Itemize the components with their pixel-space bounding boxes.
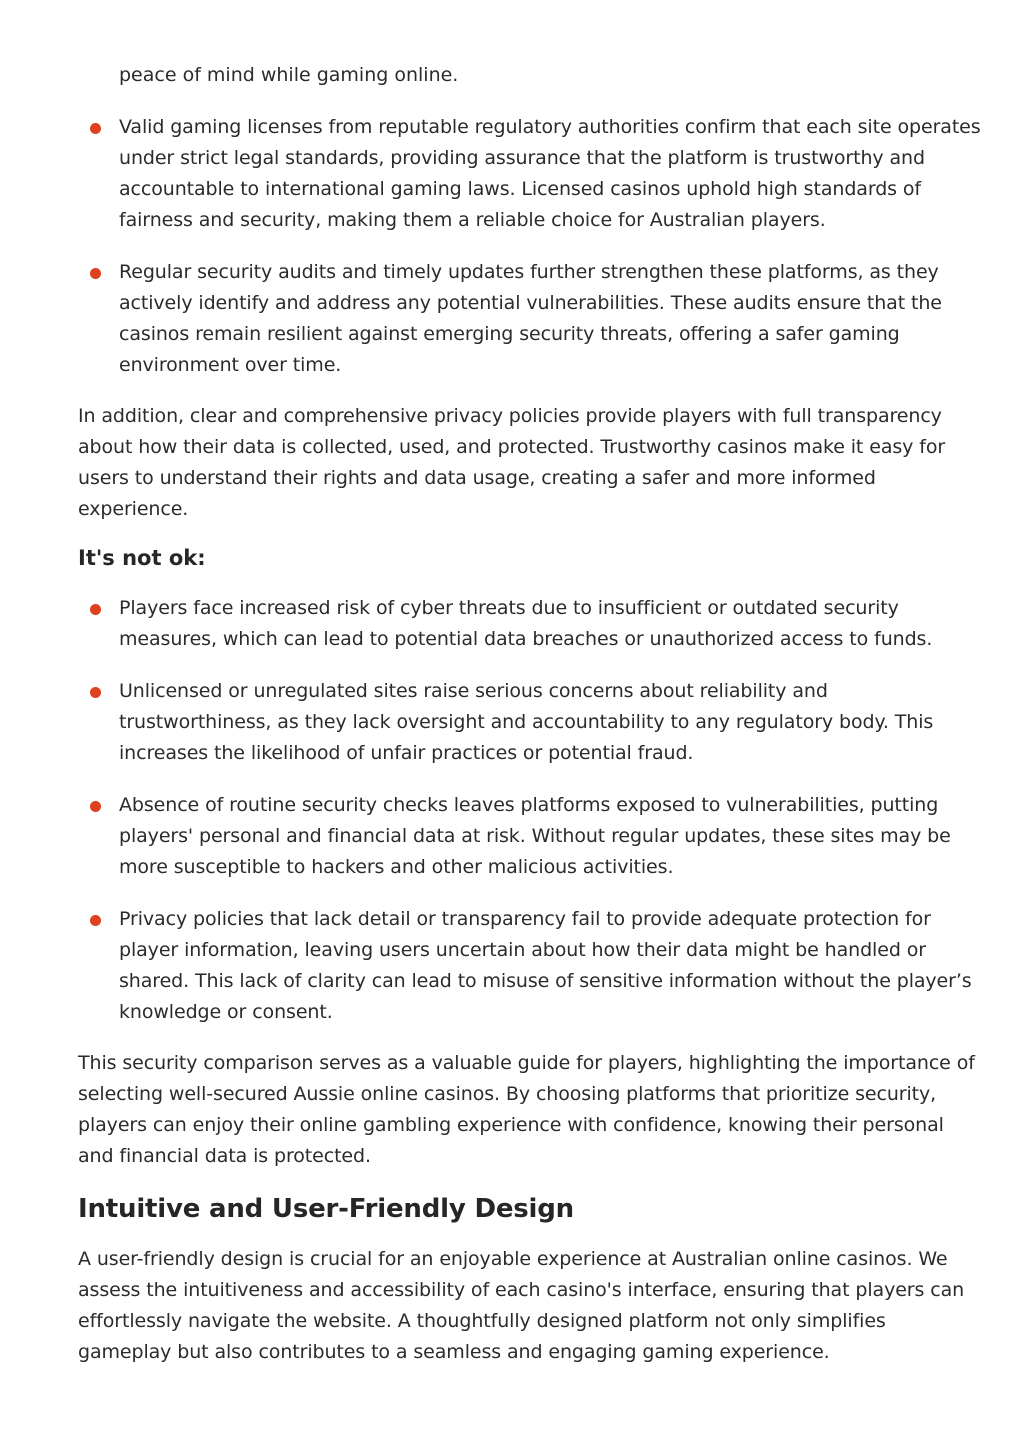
not-ok-heading: It's not ok: bbox=[78, 546, 206, 570]
list-item-text: Privacy policies that lack detail or transparency fail to provide adequate protection for player information, leaving users uncertain about how their data might be handled or shared. This lack of clarity can lead to misuse of sensitive information without the player’s knowledge or consent. bbox=[119, 908, 972, 1023]
not-ok-list bbox=[0, 593, 1024, 1049]
list-item bbox=[0, 593, 984, 655]
section-title: Intuitive and User-Friendly Design bbox=[78, 1194, 574, 1224]
list-item bbox=[0, 790, 984, 883]
list-item bbox=[0, 112, 984, 236]
list-item bbox=[0, 676, 984, 769]
bullet-icon bbox=[90, 268, 101, 279]
list-item-text: Unlicensed or unregulated sites raise serious concerns about reliability and trustworthiness, as they lack oversight and accountability to any regulatory body. This increases the likelihood of unfair practices or potential fraud. bbox=[119, 680, 934, 764]
bullet-icon bbox=[90, 604, 101, 615]
design-paragraph: A user-friendly design is crucial for an enjoyable experience at Australian online casinos. We assess the intuitiveness and accessibility of each casino's interface, ensuring that players can effortlessly navigate the website. A thoughtfully designed platform not only simplifies gameplay but also contributes to a seamless and engaging gaming experience. bbox=[78, 1248, 965, 1363]
list-item-text: Valid gaming licenses from reputable regulatory authorities confirm that each site operates under strict legal standards, providing assurance that the platform is trustworthy and accountable to international gaming laws. Licensed casinos uphold high standards of fairness and security, making them a reliable choice for Australian players. bbox=[119, 116, 981, 231]
list-item-text: Regular security audits and timely updates further strengthen these platforms, as they actively identify and address any potential vulnerabilities. These audits ensure that the casinos remain resilient against emerging security threats, offering a safer gaming environment over time. bbox=[119, 261, 942, 376]
bullet-icon bbox=[90, 801, 101, 812]
list-item-text: Players face increased risk of cyber threats due to insufficient or outdated security measures, which can lead to potential data breaches or unauthorized access to funds. bbox=[119, 597, 933, 650]
ok-list bbox=[0, 112, 1024, 402]
comparison-paragraph: This security comparison serves as a valuable guide for players, highlighting the importance of selecting well-secured Aussie online casinos. By choosing platforms that prioritize security, players can enjoy their online gambling experience with confidence, knowing their personal and financial data is protected. bbox=[78, 1052, 975, 1167]
list-item-text: Absence of routine security checks leaves platforms exposed to vulnerabilities, putting players' personal and financial data at risk. Without regular updates, these sites may be more susceptible to hackers and other malicious activities. bbox=[119, 794, 951, 878]
list-item bbox=[0, 257, 984, 381]
bullet-icon bbox=[90, 687, 101, 698]
privacy-paragraph: In addition, clear and comprehensive privacy policies provide players with full transparency about how their data is collected, used, and protected. Trustworthy casinos make it easy for users to understand their rights and data usage, creating a safer and more informed experience. bbox=[78, 405, 946, 520]
bullet-icon bbox=[90, 123, 101, 134]
list-item bbox=[0, 904, 984, 1028]
bullet-icon bbox=[90, 915, 101, 926]
intro-continuation: peace of mind while gaming online. bbox=[119, 64, 459, 86]
